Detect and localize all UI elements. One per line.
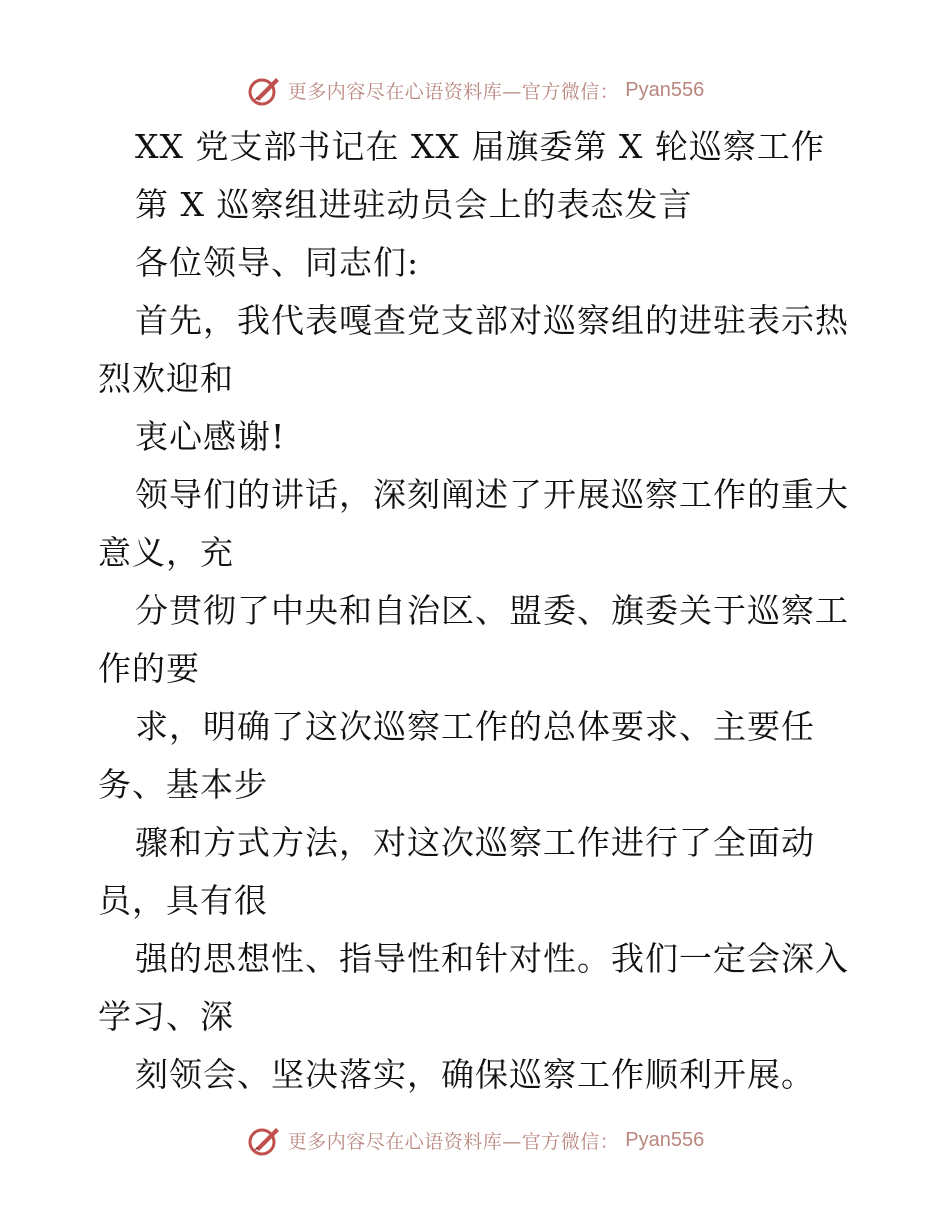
paragraph-line: 各位领导、同志们: — [135, 243, 420, 282]
paragraph-line: 作的要 — [98, 649, 200, 688]
header-watermark — [0, 70, 950, 110]
paragraph-line: 求，明确了这次巡察工作的总体要求、主要任 — [135, 707, 815, 746]
paragraph-line: 意义，充 — [98, 533, 234, 572]
paragraph-line: 骤和方式方法，对这次巡察工作进行了全面动 — [135, 823, 815, 862]
watermark-text: 更多内容尽在心语资料库—官方微信： — [287, 1130, 620, 1153]
paragraph-line: 领导们的讲话，深刻阐述了开展巡察工作的重大 — [135, 475, 849, 514]
paragraph-line: 学习、深 — [98, 997, 234, 1036]
paragraph-line: 员，具有很 — [98, 881, 268, 920]
paragraph-line: 分贯彻了中央和自治区、盟委、旗委关于巡察工 — [135, 591, 849, 630]
paragraph-line: 强的思想性、指导性和针对性。我们一定会深入 — [135, 939, 849, 978]
document-title-line: 第 X 巡察组进驻动员会上的表态发言 — [135, 185, 693, 224]
paragraph-line: 刻领会、坚决落实，确保巡察工作顺利开展。 — [135, 1055, 815, 1094]
quill-logo-icon — [246, 72, 282, 108]
paragraph-line: 衷心感谢! — [135, 417, 286, 456]
watermark-wechat-id: Pyan556 — [625, 1128, 705, 1151]
paragraph-line: 首先，我代表嘎查党支部对巡察组的进驻表示热 — [135, 301, 849, 340]
paragraph-line: 务、基本步 — [98, 765, 268, 804]
document-title-line: XX 党支部书记在 XX 届旗委第 X 轮巡察工作 — [135, 127, 825, 166]
watermark-text: 更多内容尽在心语资料库—官方微信： — [287, 80, 620, 103]
document-body — [98, 118, 858, 1104]
watermark-wechat-id: Pyan556 — [625, 78, 705, 101]
footer-watermark — [0, 1120, 950, 1160]
paragraph-line: 烈欢迎和 — [98, 359, 234, 398]
quill-logo-icon — [246, 1122, 282, 1158]
